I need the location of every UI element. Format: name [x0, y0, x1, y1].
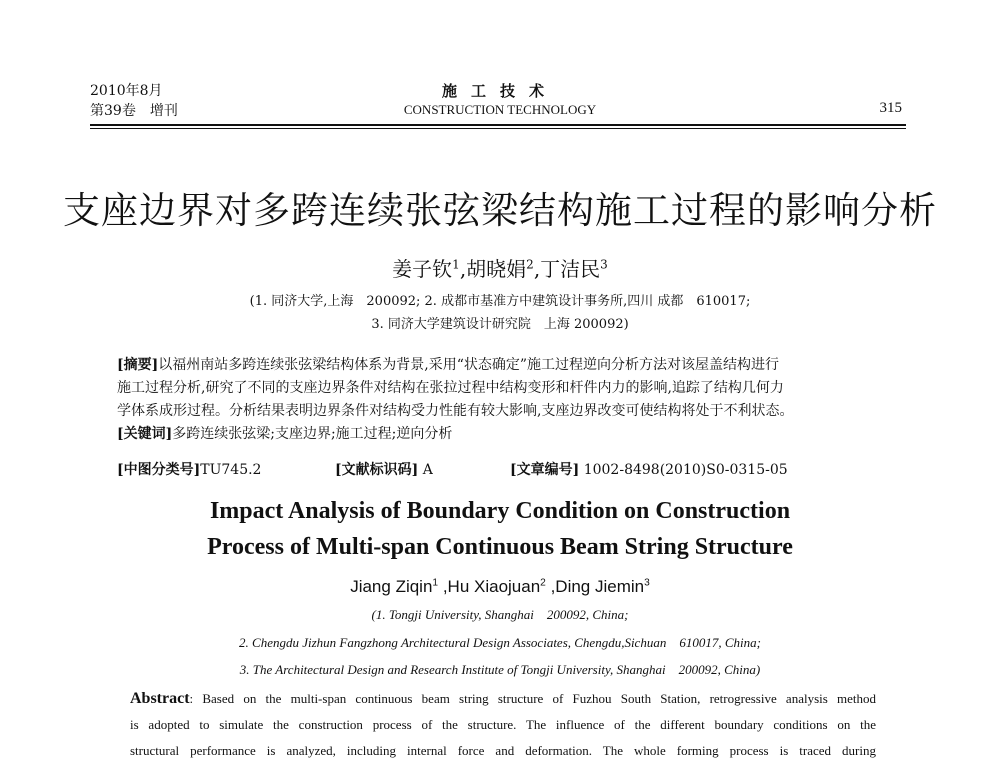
article-number-value: 1002-8498(2010)S0-0315-05 [583, 462, 788, 478]
author-name: Ding Jiemin [555, 577, 645, 596]
keywords-cn-label: [关键词] [117, 426, 173, 442]
abstract-cn-line: 学体系成形过程。分析结果表明边界条件对结构受力性能有较大影响,支座边界改变可使结构将处于不利状态。 [117, 403, 794, 419]
doc-code-value: A [422, 462, 433, 478]
article-number-label: [文章编号] [510, 462, 580, 478]
abstract-en-label: Abstract [130, 690, 190, 707]
clc-label: [中图分类号] [117, 462, 201, 478]
author-affil-mark: 2 [526, 257, 534, 272]
header-date: 2010年8月 [90, 83, 163, 99]
author-name: 胡晓娟 [466, 257, 527, 281]
journal-title-cn: 施工技术 [441, 82, 558, 100]
abstract-en-line: is adopted to simulate the construction process of the structure. The influence of the different boundary conditions on the [130, 717, 876, 732]
affiliation-cn-line: 3. 同济大学建筑设计研究院 上海 200092) [371, 317, 629, 332]
author-list-en: Jiang Ziqin$^1$ ,Hu Xiaojuan$^2$ ,Ding Jiemin$^3$ [350, 577, 650, 596]
journal-title-en: CONSTRUCTION TECHNOLOGY [403, 102, 597, 117]
doc-code-label: [文献标识码] [335, 462, 419, 478]
abstract-en-line: structural performance is analyzed, including internal force and deformation. The whole forming process is traced during [130, 743, 876, 758]
keywords-cn-text: 多跨连续张弦梁;支座边界;施工过程;逆向分析 [172, 426, 453, 442]
clc-number [117, 459, 261, 479]
author-affil-mark: 1 [432, 577, 439, 589]
article-number [510, 459, 788, 479]
author-affil-mark: 2 [540, 577, 546, 589]
author-name: 丁洁民 [540, 257, 601, 281]
abstract-cn-line [117, 354, 887, 377]
author-affil-mark: 3 [600, 257, 608, 272]
page-number: 315 [879, 100, 902, 116]
article-title-en-line: Process of Multi-span Continuous Beam String Structure [207, 534, 793, 560]
abstract-en-line [130, 686, 876, 712]
author-affil-mark: 3 [644, 577, 650, 589]
affiliation-cn-line: (1. 同济大学,上海 200092; 2. 成都市基准方中建筑设计事务所,四川 成都 610017; [249, 294, 751, 309]
affiliation-en-line: 2. Chengdu Jizhun Fangzhong Architectural Design Associates, Chengdu,Sichuan 610017, China; [239, 635, 761, 650]
affiliation-en-line: 3. The Architectural Design and Research Institute of Tongji University, Shanghai 200092, China) [239, 662, 761, 677]
header-rule-thick [90, 124, 906, 126]
abstract-cn-label: [摘要] [117, 357, 159, 373]
abstract-cn [117, 354, 887, 446]
author-name: 姜子钦 [392, 257, 453, 281]
author-name: Hu Xiaojuan [447, 577, 541, 596]
abstract-en [130, 686, 876, 764]
author-affil-mark: 1 [452, 257, 460, 272]
affiliation-en-line: (1. Tongji University, Shanghai 200092, China; [371, 607, 629, 622]
header-rule-thin [90, 128, 906, 129]
keywords-cn [117, 423, 887, 446]
doc-code [335, 459, 433, 479]
abstract-en-text: : Based on the multi-span continuous beam string structure of Fuzhou South Station, retrogressive analysis method [189, 691, 876, 706]
author-name: Jiang Ziqin [350, 577, 433, 596]
author-list-cn: 姜子钦$^1$,胡晓娟$^2$,丁洁民$^3$ [392, 257, 608, 281]
header-volume: 第39卷 增刊 [90, 103, 178, 119]
article-title-cn: 支座边界对多跨连续张弦梁结构施工过程的影响分析 [63, 189, 937, 232]
abstract-cn-line: 施工过程分析,研究了不同的支座边界条件对结构在张拉过程中结构变形和杆件内力的影响,追踪了结构几何力 [117, 380, 784, 396]
article-title-en-line: Impact Analysis of Boundary Condition on Construction [209, 498, 791, 524]
clc-value: TU745.2 [200, 462, 262, 478]
abstract-cn-text: 以福州南站多跨连续张弦梁结构体系为背景,采用“状态确定”施工过程逆向分析方法对该屋盖结构进行 [158, 357, 780, 373]
